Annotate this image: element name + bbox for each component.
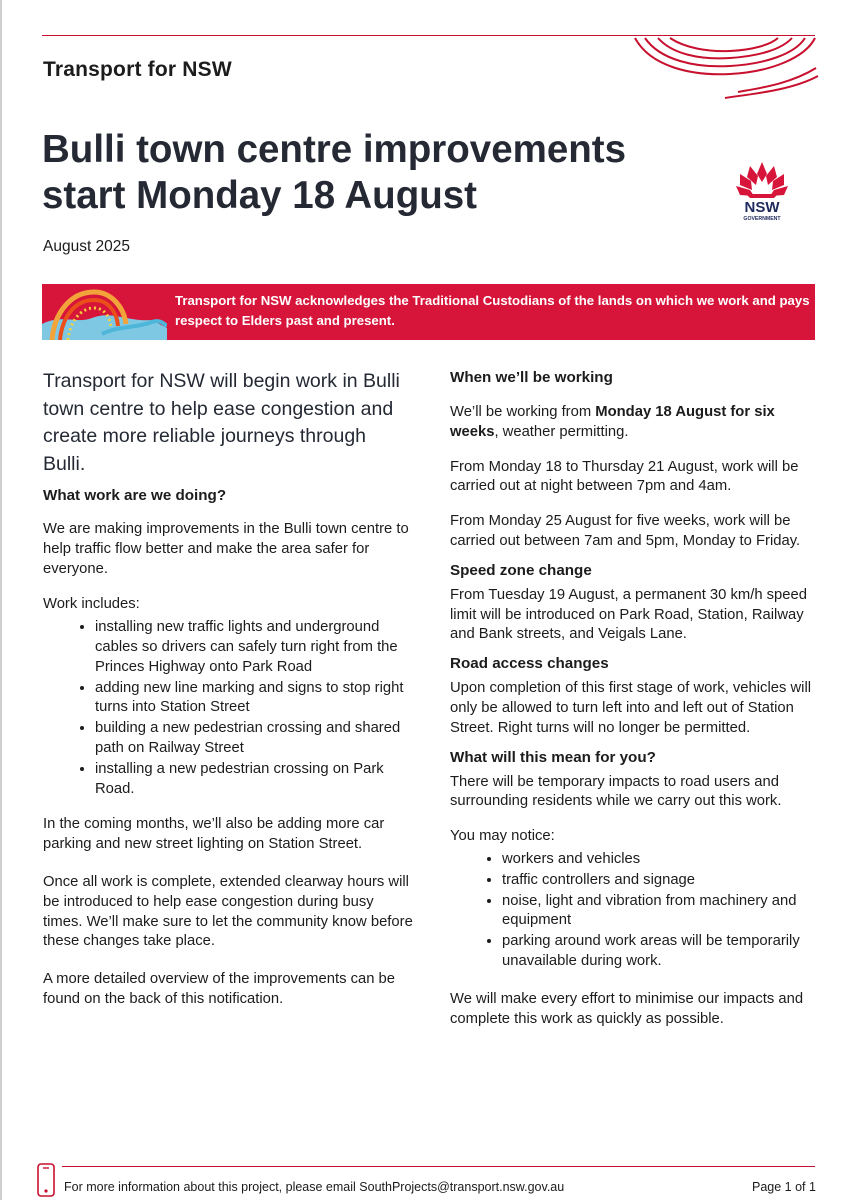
right-column (450, 368, 820, 1029)
intro-paragraph: Transport for NSW will begin work in Bulli town centre to help ease congestion and create more reliable journeys through Bulli. (43, 370, 400, 475)
page-number: Page 1 of 1 (752, 1180, 816, 1194)
list-item: • traffic controllers and signage (502, 870, 820, 891)
paragraph-overview: A more detailed overview of the improvements can be found on the back of this notification. (43, 971, 396, 1007)
acknowledgement-banner (42, 284, 815, 340)
aboriginal-art-icon (42, 284, 167, 340)
working-pre: We’ll be working from (450, 404, 596, 420)
publication-date: August 2025 (43, 238, 131, 255)
working-bold: Monday 18 August for six weeks (450, 404, 775, 440)
list-item: • noise, light and vibration from machinery and equipment (502, 891, 820, 932)
paragraph-speed-zone: From Tuesday 19 August, a permanent 30 km/h speed limit will be introduced on Park Road, Station, Railway and Bank streets, and Veigals Lane. (450, 586, 807, 643)
logo-subtext: GOVERNMENT (743, 216, 781, 222)
list-item: • workers and vehicles (502, 849, 820, 870)
paragraph-working-dates (450, 403, 820, 443)
title-line-1: Bulli town centre improvements (42, 128, 627, 171)
paragraph-impacts: There will be temporary impacts to road users and surrounding residents while we carry out this work. (450, 773, 782, 810)
page-edge (0, 0, 2, 1200)
list-item: • installing a new pedestrian crossing on Park Road. (95, 759, 413, 800)
paragraph-day-work: From Monday 25 August for five weeks, work will be carried out between 7am and 5pm, Monday to Friday. (450, 513, 801, 549)
paragraph-clearway: Once all work is complete, extended clearway hours will be introduced to help ease congestion during busy times. We’ll make sure to let the community know before these changes take place. (43, 873, 413, 950)
organisation-name: Transport for NSW (43, 58, 232, 81)
list-item: • building a new pedestrian crossing and shared path on Railway Street (95, 718, 413, 759)
heading-what-mean: What will this mean for you? (450, 748, 656, 766)
working-post: , weather permitting. (494, 423, 629, 440)
phone-icon (36, 1163, 56, 1197)
paragraph-effort: We will make every effort to minimise our impacts and complete this work as quickly as possible. (450, 990, 804, 1027)
work-list (43, 617, 413, 799)
list-item: • parking around work areas will be temporarily unavailable during work. (502, 931, 820, 972)
paragraph-night-work: From Monday 18 to Thursday 21 August, work will be carried out at night between 7pm and 4am. (450, 458, 799, 495)
list-item: • installing new traffic lights and underground cables so drivers can safely turn right from the Princes Highway onto Park Road (95, 617, 413, 677)
paragraph-coming-months: In the coming months, we’ll also be adding more car parking and new street lighting on Station Street. (43, 816, 385, 853)
page-title (42, 127, 702, 219)
waratah-logo-icon (732, 160, 792, 222)
you-may-notice-label: You may notice: (450, 828, 555, 845)
heading-speed-zone: Speed zone change (450, 561, 592, 579)
paragraph-improvements: We are making improvements in the Bulli town centre to help traffic flow better and make the area safer for everyone. (43, 521, 409, 577)
list-item: • adding new line marking and signs to stop right turns into Station Street (95, 678, 413, 719)
footer-contact: For more information about this project, please email SouthProjects@transport.nsw.gov.au (64, 1180, 565, 1194)
notice-list (450, 849, 820, 972)
work-includes-label: Work includes: (43, 596, 140, 613)
title-line-2: start Monday 18 August (42, 174, 477, 217)
swirl-decoration-icon (630, 36, 820, 100)
logo-text: NSW (744, 199, 780, 216)
left-column (43, 368, 413, 1010)
bottom-rule (62, 1166, 815, 1167)
heading-when-working: When we’ll be working (450, 369, 613, 386)
heading-road-access: Road access changes (450, 655, 609, 673)
paragraph-road-access: Upon completion of this first stage of work, vehicles will only be allowed to turn left into and left out of Station Street. Right turns will no longer be permitted. (450, 680, 812, 736)
heading-what-work: What work are we doing? (43, 487, 227, 504)
acknowledgement-text: Transport for NSW acknowledges the Traditional Custodians of the lands on which we work and pays respect to Elders past and present. (175, 293, 810, 328)
